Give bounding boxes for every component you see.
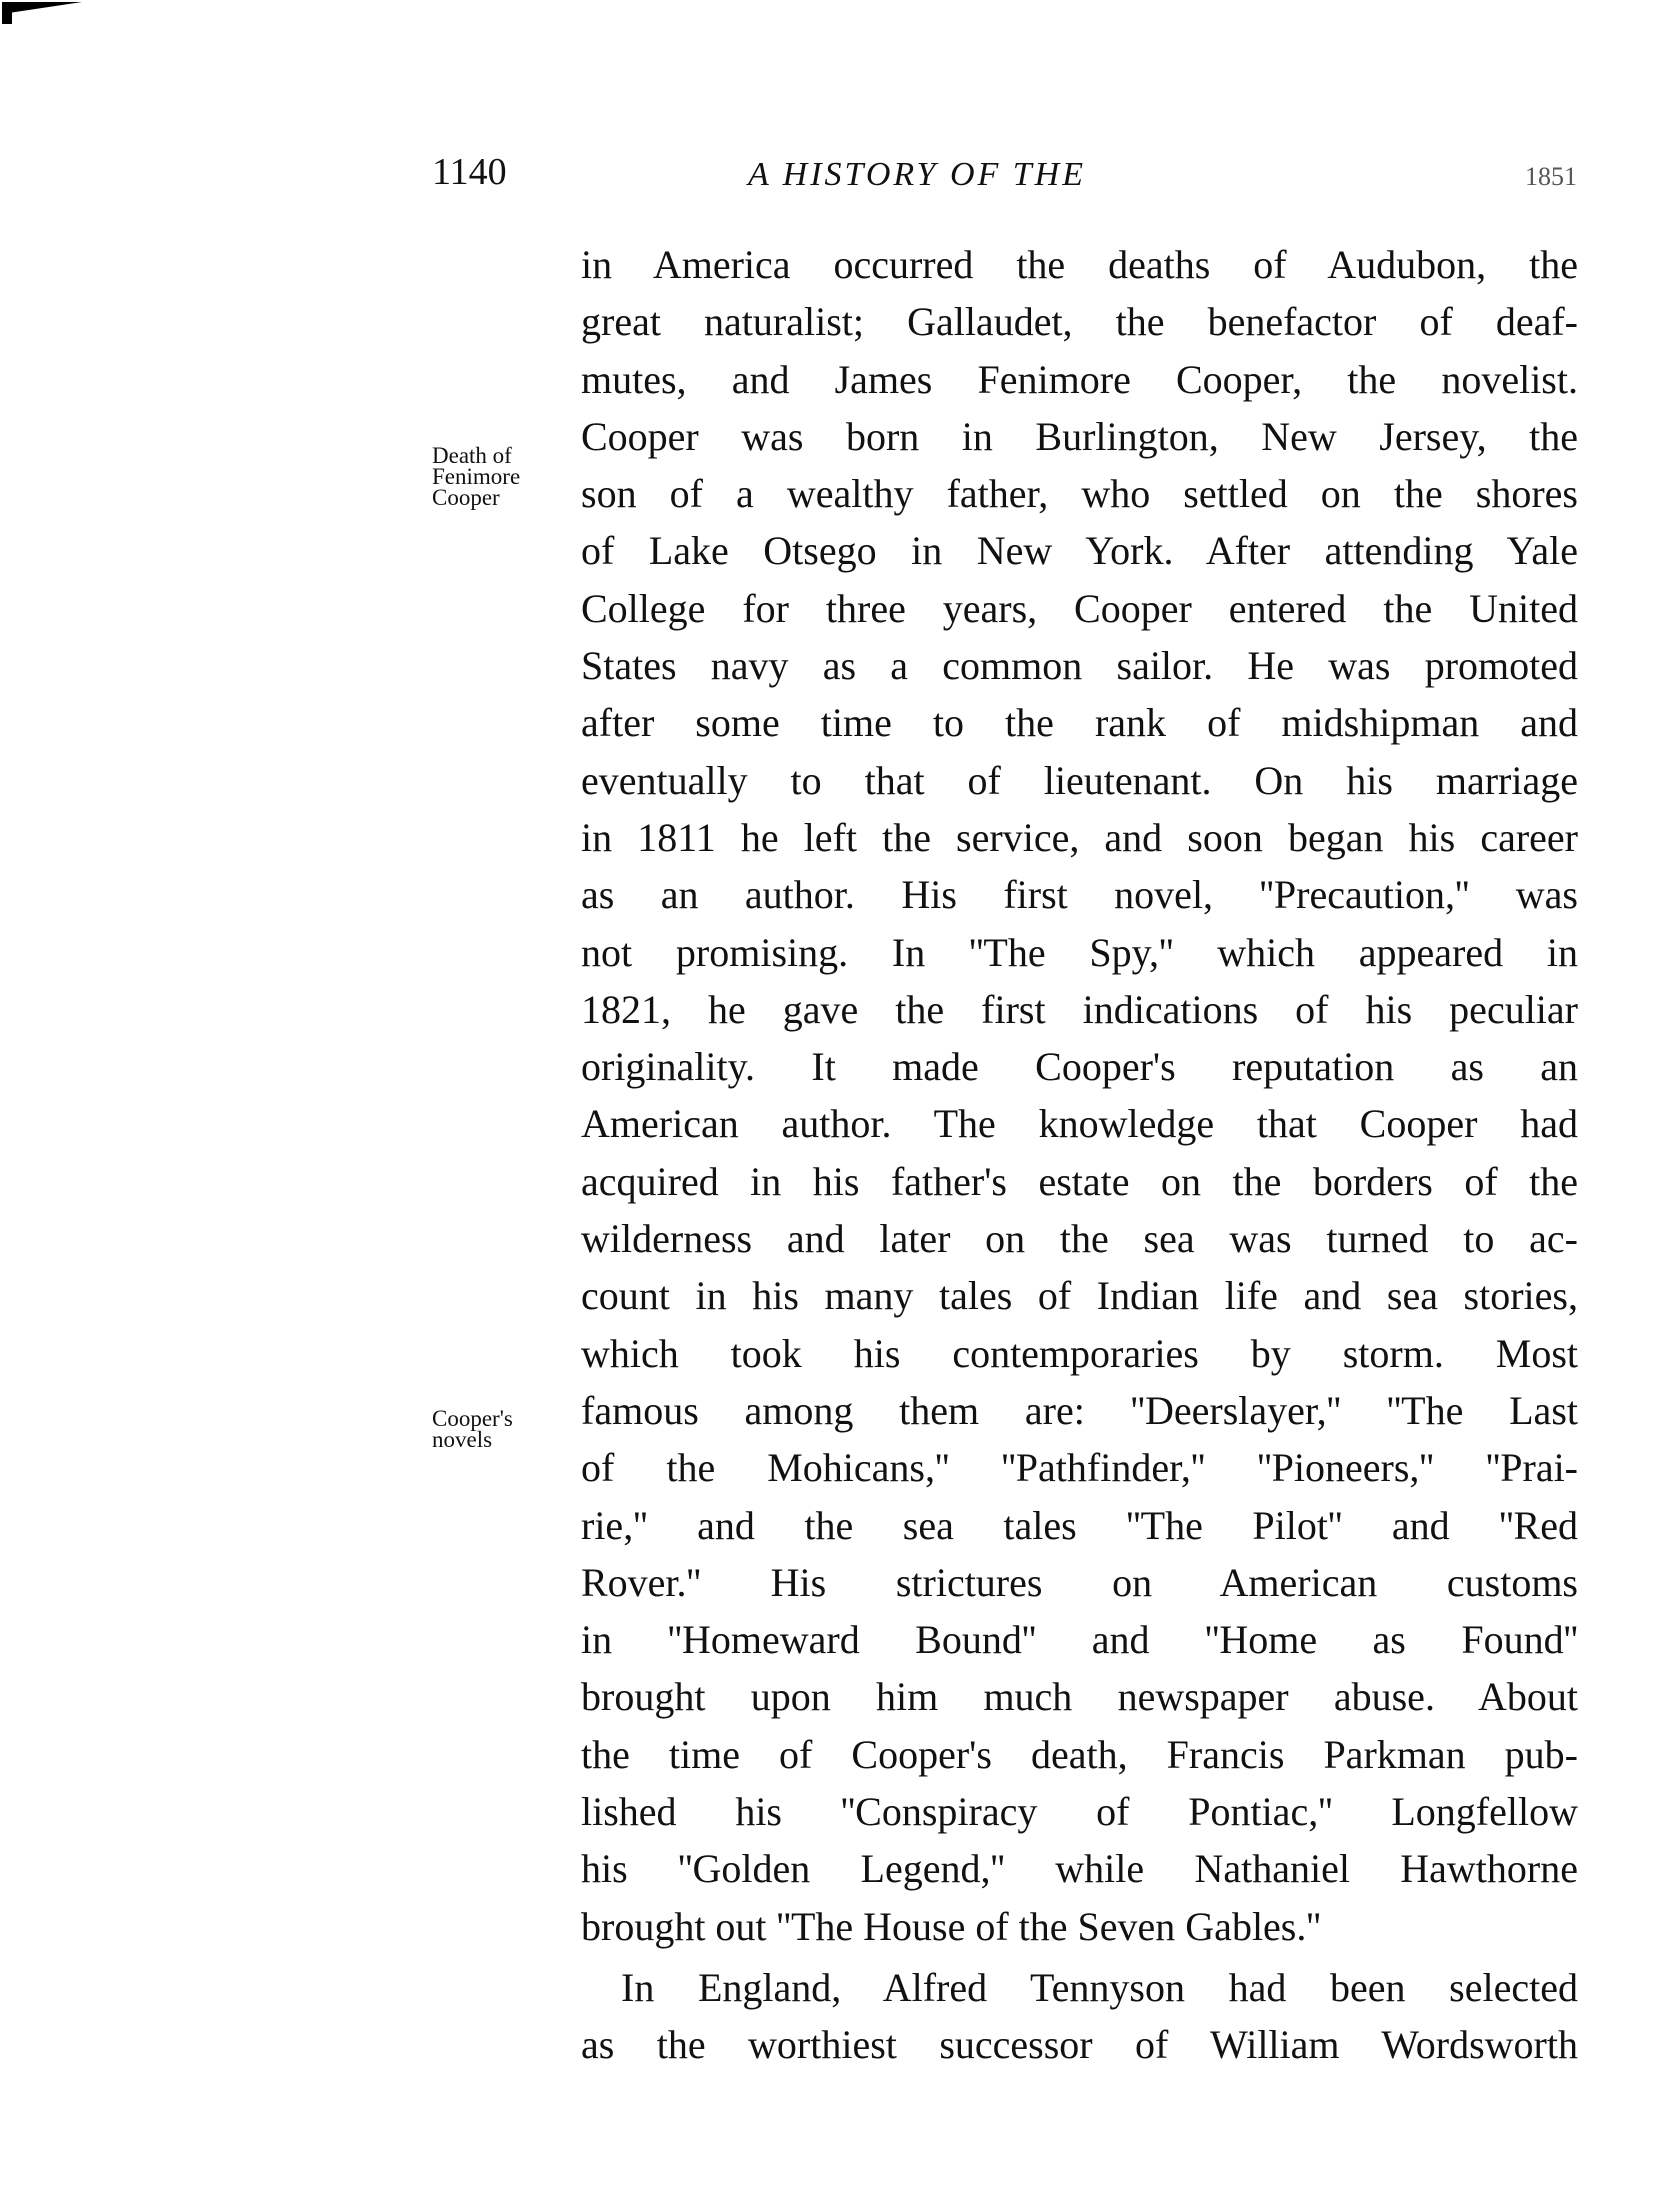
text-line: eventually to that of lieutenant. On his marriage <box>581 757 1578 803</box>
text-line: in America occurred the deaths of Audubon, the <box>581 242 1578 287</box>
text-line: mutes, and James Fenimore Cooper, the novelist. <box>581 356 1578 402</box>
page-number: 1140 <box>432 151 507 193</box>
text-line: count in his many tales of Indian life and sea stories, <box>581 1273 1578 1319</box>
margin-note-death-of-cooper <box>432 445 520 508</box>
text-line: Rover.'' His strictures on American customs <box>581 1559 1578 1605</box>
running-title: A HISTORY OF THE <box>748 156 1086 193</box>
text-line: famous among them are: ''Deerslayer,'' ''The Last <box>581 1387 1578 1433</box>
text-line: as an author. His first novel, ''Precaution,'' was <box>581 872 1578 918</box>
text-line: which took his contemporaries by storm. Most <box>581 1330 1578 1376</box>
text-line: rie,'' and the sea tales ''The Pilot'' and ''Red <box>581 1502 1578 1548</box>
margin-note-line: novels <box>432 1427 493 1452</box>
running-year: 1851 <box>1525 162 1577 191</box>
text-line: American author. The knowledge that Cooper had <box>581 1101 1578 1147</box>
scan-corner-mark <box>2 2 82 14</box>
margin-note-coopers-novels <box>432 1408 513 1450</box>
text-line: not promising. In ''The Spy,'' which appeared in <box>581 929 1578 975</box>
text-line: Cooper was born in Burlington, New Jersey, the <box>581 413 1578 459</box>
text-line: originality. It made Cooper's reputation as an <box>581 1044 1578 1090</box>
margin-note-line: Death of <box>432 443 512 468</box>
scan-corner-mark-edge <box>2 2 12 24</box>
text-line: lished his ''Conspiracy of Pontiac,'' Longfellow <box>581 1789 1578 1835</box>
text-line: in 1811 he left the service, and soon began his career <box>581 814 1578 860</box>
text-line: brought upon him much newspaper abuse. About <box>581 1674 1578 1720</box>
text-line: wilderness and later on the sea was turned to ac- <box>581 1216 1578 1262</box>
text-line: In England, Alfred Tennyson had been selected <box>621 1964 1578 2010</box>
text-line: son of a wealthy father, who settled on the shores <box>581 471 1578 517</box>
text-line: in ''Homeward Bound'' and ''Home as Found'' <box>581 1617 1578 1663</box>
text-line: as the worthiest successor of William Wordsworth <box>581 2022 1578 2068</box>
text-line: College for three years, Cooper entered the United <box>581 585 1578 631</box>
margin-note-line: Cooper's <box>432 1406 513 1431</box>
text-line: after some time to the rank of midshipman and <box>581 700 1578 746</box>
text-line: great naturalist; Gallaudet, the benefactor of deaf- <box>581 299 1578 345</box>
text-line: his ''Golden Legend,'' while Nathaniel Hawthorne <box>581 1846 1578 1892</box>
body-text <box>581 236 1578 2074</box>
paragraph <box>581 236 1578 1955</box>
text-line: 1821, he gave the first indications of his peculiar <box>581 986 1578 1032</box>
text-line: States navy as a common sailor. He was promoted <box>581 643 1578 689</box>
text-line: acquired in his father's estate on the borders of the <box>581 1158 1578 1204</box>
text-line: of the Mohicans,'' ''Pathfinder,'' ''Pioneers,'' ''Prai- <box>581 1445 1578 1491</box>
text-line: brought out ''The House of the Seven Gables.'' <box>581 1903 1321 1949</box>
margin-note-line: Fenimore <box>432 464 521 489</box>
text-line: of Lake Otsego in New York. After attending Yale <box>581 528 1578 574</box>
paragraph <box>581 1959 1578 2074</box>
margin-note-line: Cooper <box>432 485 500 510</box>
text-line: the time of Cooper's death, Francis Parkman pub- <box>581 1731 1578 1777</box>
